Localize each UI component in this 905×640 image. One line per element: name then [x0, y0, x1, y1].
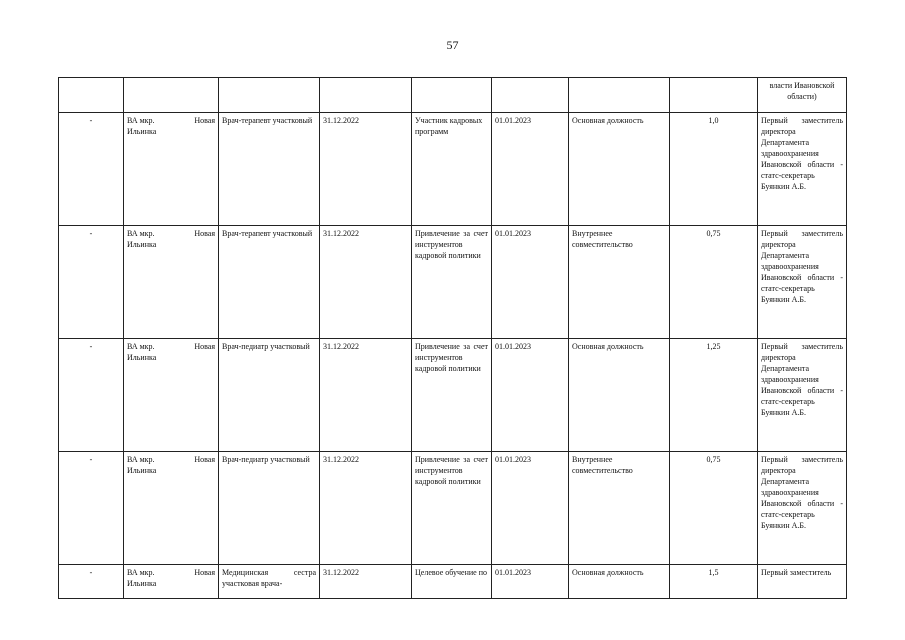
org-part: Новая: [194, 455, 215, 464]
org-part: Новая: [194, 342, 215, 351]
table-row: [59, 452, 847, 565]
cell-employment-type: Основная должность: [569, 113, 670, 226]
cell-measure: Привлечение за счет инструментов кадровой политики: [412, 452, 492, 565]
cell-employment-type: Основная должность: [569, 565, 670, 599]
cell-official: Первый заместитель директора Департамента здравоохранения Ивановской области - статс-секретарь Буянкин А.Б.: [758, 113, 847, 226]
cell-measure: Привлечение за счет инструментов кадровой политики: [412, 226, 492, 339]
cell-position: Врач-педиатр участковый: [219, 339, 320, 452]
cell-official: Первый заместитель: [758, 565, 847, 599]
org-part: ВА мкр.: [127, 116, 155, 125]
cell-rate: 1,25: [670, 339, 758, 452]
cell-rate: 0,75: [670, 452, 758, 565]
cell-date: 31.12.2022: [320, 565, 412, 599]
cell-measure: Участник кадровых программ: [412, 113, 492, 226]
org-part: ВА мкр.: [127, 342, 155, 351]
cell-empty: [412, 78, 492, 113]
cell-organization: [124, 113, 219, 226]
org-part: Ильинка: [127, 353, 157, 362]
cell-position: Медицинская сестра участковая врача-: [219, 565, 320, 599]
cell-empty: [59, 78, 124, 113]
cell-official: Первый заместитель директора Департамента здравоохранения Ивановской области - статс-секретарь Буянкин А.Б.: [758, 226, 847, 339]
cell-dash: -: [59, 339, 124, 452]
cell-rate: 0,75: [670, 226, 758, 339]
org-part: Ильинка: [127, 127, 157, 136]
org-part: ВА мкр.: [127, 229, 155, 238]
table-row: [59, 565, 847, 599]
cell-dash: -: [59, 565, 124, 599]
cell-employment-type: Внутреннее совместительство: [569, 452, 670, 565]
cell-organization: [124, 226, 219, 339]
cell-empty: [219, 78, 320, 113]
org-part: Ильинка: [127, 466, 157, 475]
cell-official: Первый заместитель директора Департамента здравоохранения Ивановской области - статс-секретарь Буянкин А.Б.: [758, 452, 847, 565]
cell-empty: [492, 78, 569, 113]
cell-measure: Целевое обучение по: [412, 565, 492, 599]
org-part: Новая: [194, 568, 215, 577]
cell-employment-type: Внутреннее совместительство: [569, 226, 670, 339]
page-number: 57: [446, 38, 459, 52]
org-part: Ильинка: [127, 579, 157, 588]
cell-start-date: 01.01.2023: [492, 339, 569, 452]
org-part: Ильинка: [127, 240, 157, 249]
cell-position: Врач-терапевт участковый: [219, 226, 320, 339]
cell-start-date: 01.01.2023: [492, 113, 569, 226]
cell-employment-type: Основная должность: [569, 339, 670, 452]
cell-rate: 1,5: [670, 565, 758, 599]
cell-official: Первый заместитель директора Департамента здравоохранения Ивановской области - статс-секретарь Буянкин А.Б.: [758, 339, 847, 452]
cell-empty: [670, 78, 758, 113]
cell-rate: 1,0: [670, 113, 758, 226]
cell-start-date: 01.01.2023: [492, 226, 569, 339]
cell-empty: [320, 78, 412, 113]
cell-dash: -: [59, 113, 124, 226]
cell-official-tail: власти Ивановской области): [758, 78, 847, 113]
cell-organization: [124, 565, 219, 599]
cell-empty: [569, 78, 670, 113]
org-part: ВА мкр.: [127, 455, 155, 464]
table-row: [59, 339, 847, 452]
cell-date: 31.12.2022: [320, 226, 412, 339]
cell-organization: [124, 452, 219, 565]
cell-organization: [124, 339, 219, 452]
table-continuation-row: [59, 78, 847, 113]
staffing-table: [58, 77, 847, 599]
cell-date: 31.12.2022: [320, 452, 412, 565]
org-part: ВА мкр.: [127, 568, 155, 577]
table-row: [59, 226, 847, 339]
cell-start-date: 01.01.2023: [492, 452, 569, 565]
cell-measure: Привлечение за счет инструментов кадровой политики: [412, 339, 492, 452]
table-row: [59, 113, 847, 226]
org-part: Новая: [194, 229, 215, 238]
cell-position: Врач-терапевт участковый: [219, 113, 320, 226]
cell-dash: -: [59, 452, 124, 565]
cell-date: 31.12.2022: [320, 113, 412, 226]
org-part: Новая: [194, 116, 215, 125]
cell-date: 31.12.2022: [320, 339, 412, 452]
cell-dash: -: [59, 226, 124, 339]
cell-start-date: 01.01.2023: [492, 565, 569, 599]
cell-position: Врач-педиатр участковый: [219, 452, 320, 565]
cell-empty: [124, 78, 219, 113]
